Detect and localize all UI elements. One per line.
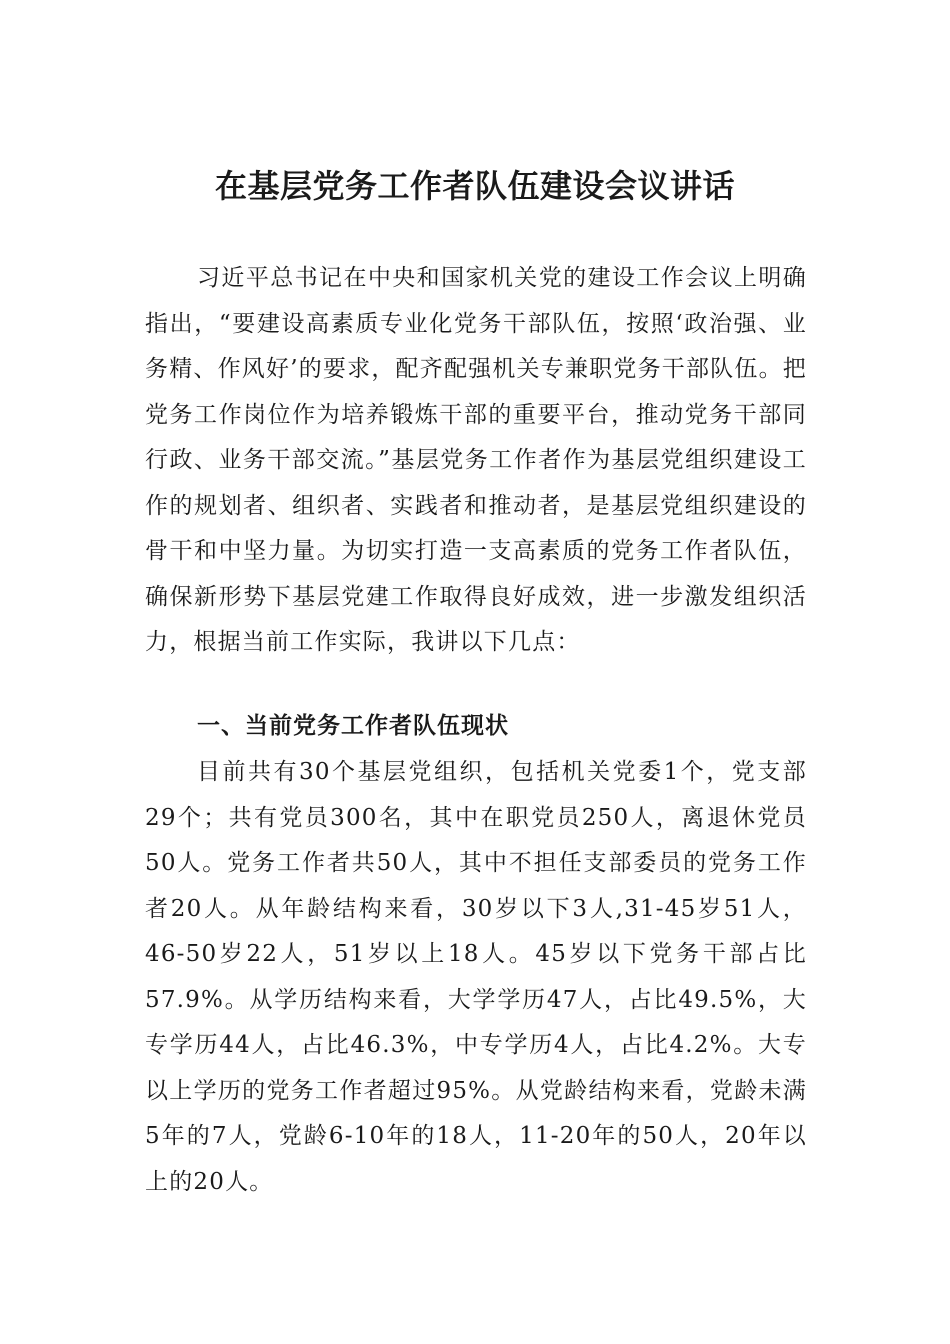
document-title: 在基层党务工作者队伍建设会议讲话 — [214, 167, 735, 205]
intro-paragraph: 习近平总书记在中央和国家机关党的建设工作会议上明确指出，“要建设高素质专业化党务干部队伍，按照‘政治强、业务精、作风好’的要求，配齐配强机关专兼职党务干部队伍。把党务工作岗位作为培养锻炼干部的重要平台，推动党务干部同行政、业务干部交流。”基层党务工作者作为基层党组织建设工作的规划者、组织者、实践者和推动者，是基层党组织建设的骨干和中坚力量。为切实打造一支高素质的党务工作者队伍，确保新形势下基层党建工作取得良好成效，进一步激发组织活力，根据当前工作实际，我讲以下几点： — [145, 265, 807, 655]
section-heading-1: 一、当前党务工作者队伍现状 — [197, 713, 509, 739]
section-1-paragraph: 目前共有30个基层党组织，包括机关党委1个，党支部29个；共有党员300名，其中在职党员250人，离退休党员50人。党务工作者共50人，其中不担任支部委员的党务工作者20人。从年龄结构来看，30岁以下3人,31-45岁51人，46-50岁22人，51岁以上18人。45岁以下党务干部占比57.9%。从学历结构来看，大学学历47人，占比49.5%，大专学历44人，占比46.3%，中专学历4人，占比4.2%。大专以上学历的党务工作者超过95%。从党龄结构来看，党龄未满5年的7人，党龄6-10年的18人，11-20年的50人，20年以上的20人。 — [145, 759, 807, 1195]
